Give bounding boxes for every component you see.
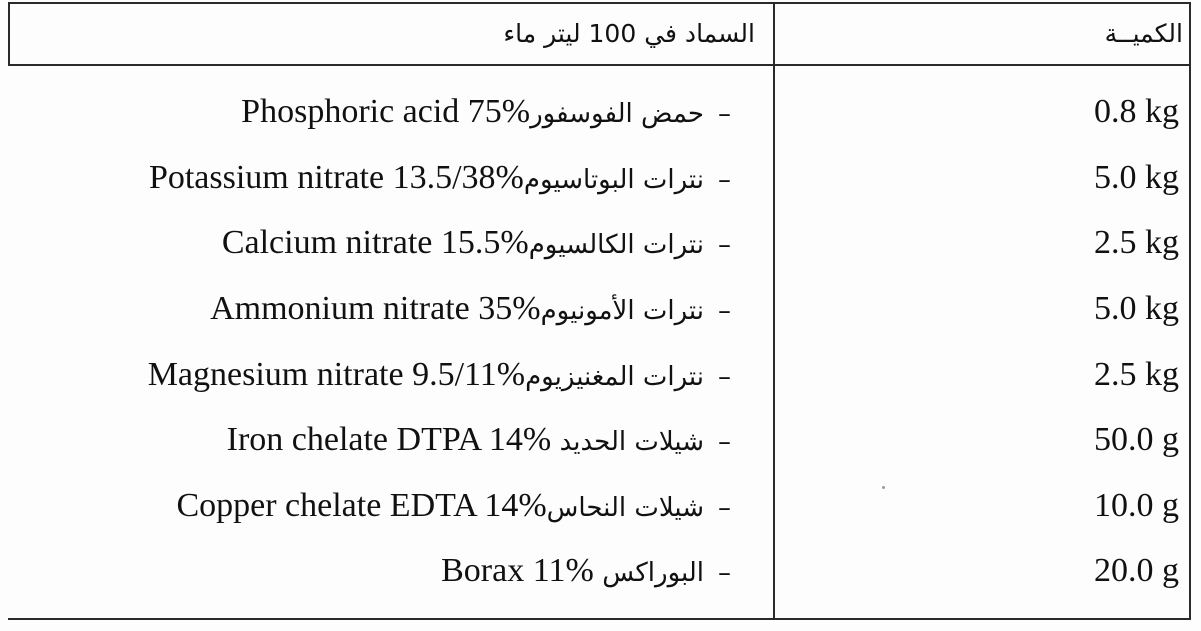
- quantity-cell: 10.0 g: [1094, 487, 1179, 524]
- fertilizer-cell: [176, 481, 731, 531]
- quantity-cell: 50.0 g: [1094, 421, 1179, 458]
- row-dash: –: [718, 296, 731, 326]
- fertilizer-cell: [227, 415, 731, 465]
- table-row: [0, 546, 1201, 596]
- quantity-cell: 5.0 kg: [1094, 290, 1179, 327]
- fertilizer-arabic: شيلات النحاس: [546, 493, 704, 523]
- fertilizer-english: Copper chelate EDTA 14%: [176, 487, 547, 524]
- fertilizer-english: Calcium nitrate 15.5%: [221, 224, 529, 261]
- table-row: [0, 218, 1201, 268]
- row-dash: –: [718, 99, 731, 129]
- row-dash: –: [718, 558, 731, 588]
- scan-speck: [882, 486, 885, 489]
- quantity-cell: 2.5 kg: [1094, 356, 1179, 393]
- row-dash: –: [718, 427, 731, 457]
- table-row: [0, 87, 1201, 137]
- row-dash: –: [718, 165, 731, 195]
- table-row: [0, 481, 1201, 531]
- fertilizer-arabic: نترات البوتاسيوم: [523, 165, 704, 195]
- fertilizer-english: Phosphoric acid 75%: [241, 93, 531, 130]
- table-row: [0, 350, 1201, 400]
- fertilizer-arabic: نترات الأمونيوم: [540, 296, 704, 326]
- row-dash: –: [718, 362, 731, 392]
- quantity-cell: 5.0 kg: [1094, 159, 1179, 196]
- table-row: [0, 284, 1201, 334]
- fertilizer-arabic: نترات الكالسيوم: [528, 230, 704, 260]
- fertilizer-english: Magnesium nitrate 9.5/11%: [147, 356, 526, 393]
- quantity-cell: 20.0 g: [1094, 552, 1179, 589]
- header-fertilizer: السماد في 100 ليتر ماء: [503, 19, 755, 48]
- fertilizer-cell: [210, 284, 731, 334]
- quantity-cell: 2.5 kg: [1094, 224, 1179, 261]
- fertilizer-cell: [148, 350, 731, 400]
- table-left-border: [8, 2, 10, 64]
- fertilizer-arabic: حمض الفوسفور: [530, 99, 704, 129]
- fertilizer-arabic: البوراكس: [602, 558, 704, 588]
- row-dash: –: [718, 493, 731, 523]
- fertilizer-cell: [222, 218, 731, 268]
- header-divider: [8, 64, 1191, 66]
- quantity-cell: 0.8 kg: [1094, 93, 1179, 130]
- fertilizer-cell: [149, 153, 731, 203]
- fertilizer-english: Ammonium nitrate 35%: [210, 290, 541, 327]
- fertilizer-english: Iron chelate DTPA 14%: [226, 421, 560, 458]
- row-dash: –: [718, 230, 731, 260]
- fertilizer-english: Potassium nitrate 13.5/38%: [148, 159, 524, 196]
- table-row: [0, 415, 1201, 465]
- table-bottom-border: [8, 618, 1191, 620]
- header-quantity: الكميــة: [1104, 19, 1183, 48]
- fertilizer-cell: [241, 87, 731, 137]
- fertilizer-arabic: نترات المغنيزيوم: [525, 362, 704, 392]
- fertilizer-cell: [441, 546, 731, 596]
- table-row: [0, 153, 1201, 203]
- fertilizer-arabic: شيلات الحديد: [559, 427, 704, 457]
- table-top-border: [8, 2, 1191, 4]
- fertilizer-english: Borax 11%: [441, 552, 603, 589]
